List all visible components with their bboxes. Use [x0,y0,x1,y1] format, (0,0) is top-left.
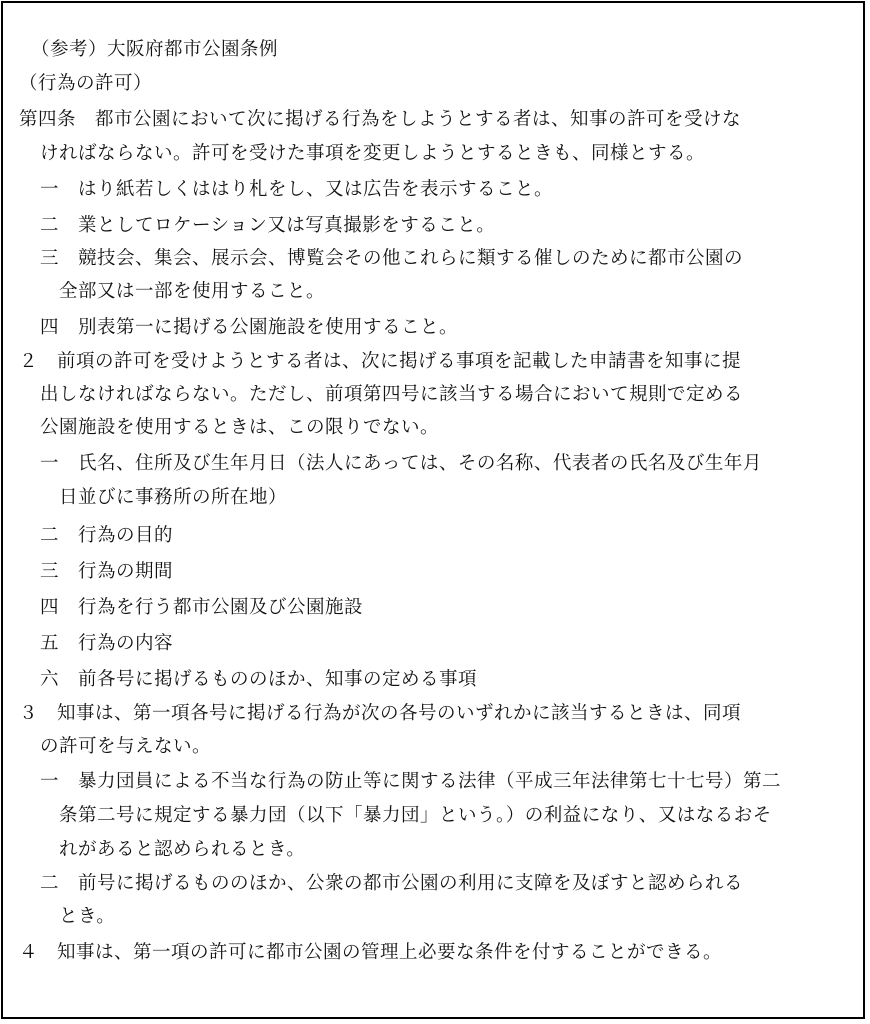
document-header: （参考）大阪府都市公園条例 [31,39,279,60]
document-frame [1,1,865,1019]
article-text-line-1: 第四条 都市公園において次に掲げる行為をしようとする者は、知事の許可を受けな [19,109,742,130]
item-2-3: 三 行為の期間 [40,561,174,582]
item-2-1: 一 氏名、住所及び生年月日（法人にあっては、その名称、代表者の氏名及び生年月 [40,453,762,474]
item-2-2: 二 行為の目的 [40,525,174,546]
item-3-1-cont-2: れがあると認められるとき。 [59,839,306,860]
item-2-6: 六 前各号に掲げるもののほか、知事の定める事項 [40,669,478,690]
item-1-2: 二 業としてロケーション又は写真撮影をすること。 [40,215,496,236]
paragraph-2-line-2: 出しなければならない。ただし、前項第四号に該当する場合において規則で定める [40,384,744,405]
item-3-1: 一 暴力団員による不当な行為の防止等に関する法律（平成三年法律第七十七号）第二 [40,771,782,792]
paragraph-2-line-3: 公園施設を使用するときは、この限りでない。 [40,417,440,438]
paragraph-4-line-1: ４ 知事は、第一項の許可に都市公園の管理上必要な条件を付することができる。 [19,942,723,963]
item-1-3: 三 競技会、集会、展示会、博覧会その他これらに類する催しのために都市公園の [40,248,744,269]
item-1-4: 四 別表第一に掲げる公園施設を使用すること。 [40,317,459,338]
item-3-2-cont: とき。 [59,906,116,927]
item-1-3-cont: 全部又は一部を使用すること。 [59,281,326,302]
article-caption: （行為の許可） [19,73,153,94]
item-2-1-cont: 日並びに事務所の所在地） [59,487,288,508]
paragraph-3-line-2: の許可を与えない。 [40,736,212,757]
item-2-5: 五 行為の内容 [40,633,174,654]
item-3-1-cont-1: 条第二号に規定する暴力団（以下「暴力団」という。）の利益になり、又はなるおそ [59,805,772,826]
paragraph-3-line-1: ３ 知事は、第一項各号に掲げる行為が次の各号のいずれかに該当するときは、同項 [19,703,742,724]
paragraph-2-line-1: ２ 前項の許可を受けようとする者は、次に掲げる事項を記載した申請書を知事に提 [19,351,742,372]
item-1-1: 一 はり紙若しくははり札をし、又は広告を表示すること。 [40,179,554,200]
item-2-4: 四 行為を行う都市公園及び公園施設 [40,597,364,618]
item-3-2: 二 前号に掲げるもののほか、公衆の都市公園の利用に支障を及ぼすと認められる [40,873,744,894]
article-text-line-2: ければならない。許可を受けた事項を変更しようとするときも、同様とする。 [40,143,706,164]
